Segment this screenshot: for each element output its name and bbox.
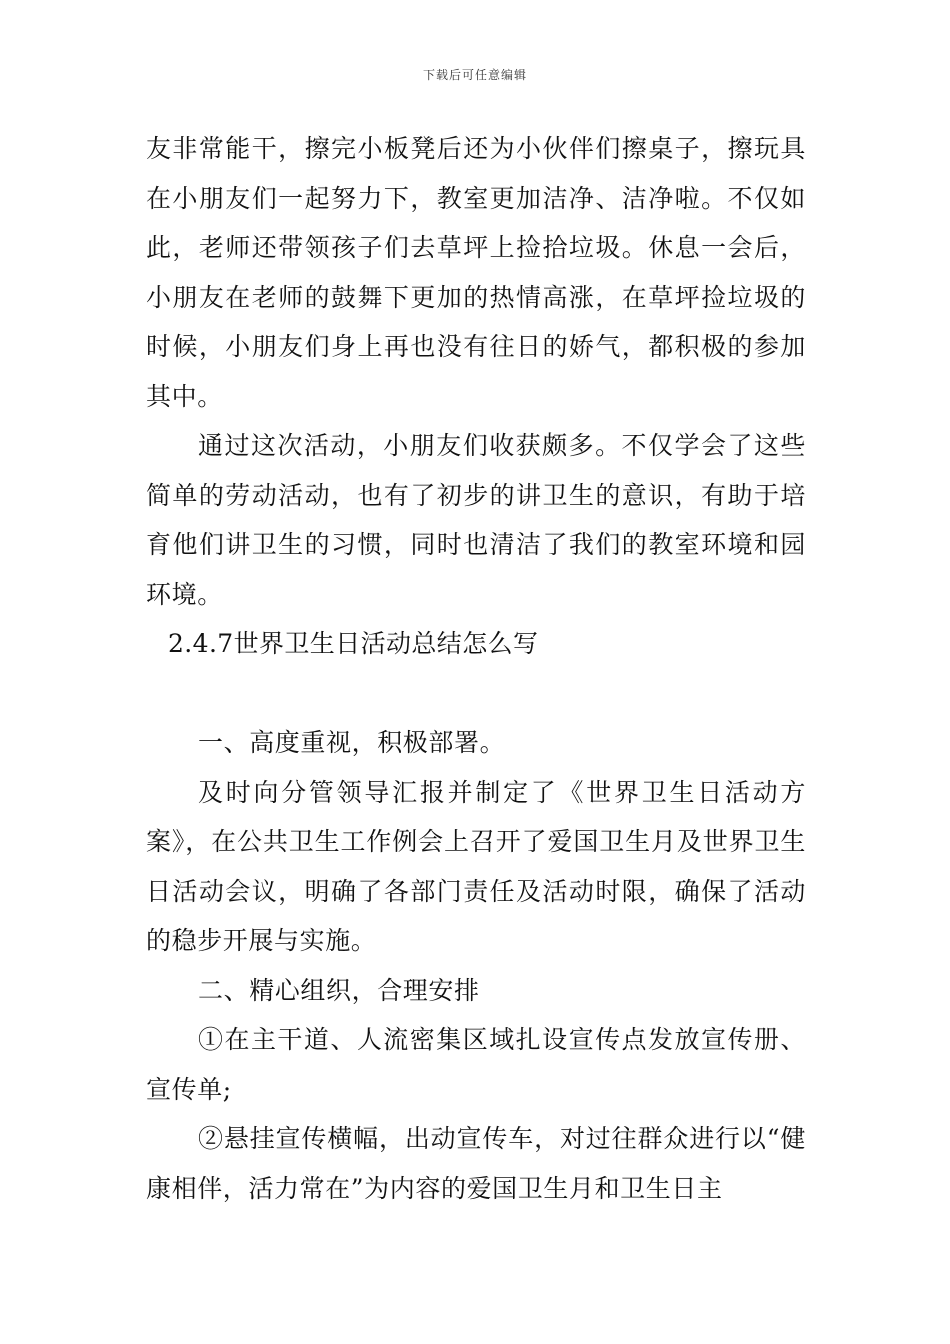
paragraph-summary: 通过这次活动，小朋友们收获颇多。不仅学会了这些简单的劳动活动，也有了初步的讲卫生的意识，有助于培育他们讲卫生的习惯，同时也清洁了我们的教室环境和园环境。 — [146, 431, 806, 609]
subheading-two: 二、精心组织，合理安排 — [198, 975, 480, 1005]
paragraph-continuation: 友非常能干，擦完小板凳后还为小伙伴们擦桌子，擦玩具在小朋友们一起努力下，教室更加洁净、洁净啦。不仅如此，老师还带领孩子们去草坪上捡拾垃圾。休息一会后，小朋友在老师的鼓舞下更加的热情高涨，在草坪捡垃圾的时候，小朋友们身上再也没有往日的娇气，都积极的参加其中。 — [146, 134, 806, 411]
section-heading: 2.4.7世界卫生日活动总结怎么写 — [168, 629, 539, 658]
subheading-one: 一、高度重视，积极部署。 — [198, 728, 506, 757]
list-item-one: ①在主干道、人流密集区域扎设宣传点发放宣传册、宣传单; — [146, 1025, 806, 1104]
list-item-two: ②悬挂宣传横幅，出动宣传车，对过往群众进行以“健康相伴，活力常在”为内容的爱国卫生月和卫生日主 — [146, 1124, 806, 1203]
paragraph-deployment: 及时向分管领导汇报并制定了《世界卫生日活动方案》，在公共卫生工作例会上召开了爱国卫生月及世界卫生日活动会议，明确了各部门责任及活动时限，确保了活动的稳步开展与实施。 — [146, 777, 806, 955]
blank-line — [146, 669, 806, 719]
header-note: 下载后可任意编辑 — [422, 68, 527, 82]
document-body — [146, 124, 806, 1213]
